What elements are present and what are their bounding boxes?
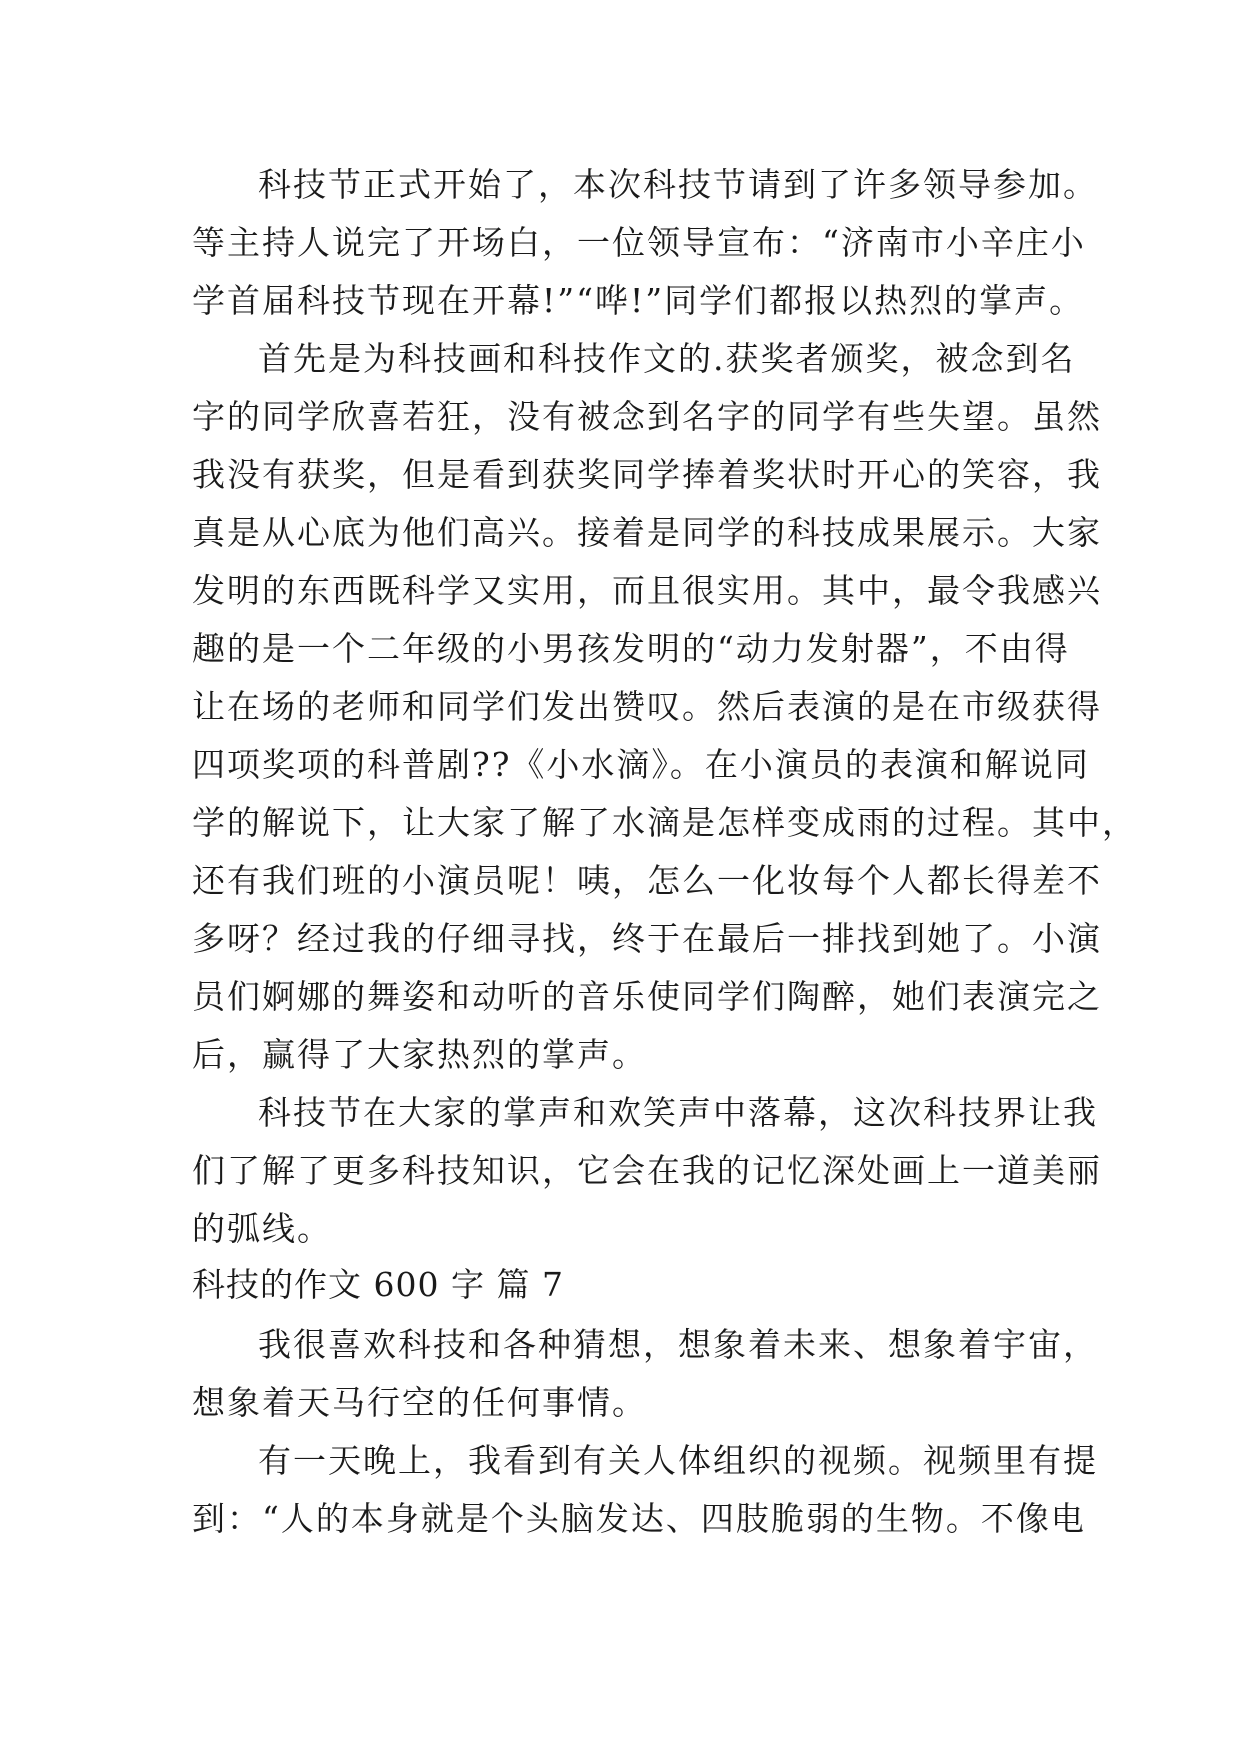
paragraph-line: 有一天晚上，我看到有关人体组织的视频。视频里有提 — [258, 1441, 1098, 1480]
paragraph-line: 的弧线。 — [192, 1209, 332, 1248]
paragraph-line: 我很喜欢科技和各种猜想，想象着未来、想象着宇宙， — [258, 1325, 1098, 1364]
paragraph-line: 我没有获奖，但是看到获奖同学捧着奖状时开心的笑容，我 — [192, 455, 1102, 494]
paragraph-line: 多呀？经过我的仔细寻找，终于在最后一排找到她了。小演 — [192, 919, 1102, 958]
paragraph-line: 们了解了更多科技知识，它会在我的记忆深处画上一道美丽 — [192, 1151, 1102, 1190]
paragraph-line: 学首届科技节现在开幕!”“哗!”同学们都报以热烈的掌声。 — [192, 281, 1085, 320]
paragraph-line: 真是从心底为他们高兴。接着是同学的科技成果展示。大家 — [192, 513, 1102, 552]
paragraph-line: 科技节正式开始了，本次科技节请到了许多领导参加。 — [258, 165, 1098, 204]
paragraph-line: 四项奖项的科普剧??《小水滴》。在小演员的表演和解说同 — [192, 745, 1090, 784]
paragraph-line: 还有我们班的小演员呢！咦，怎么一化妆每个人都长得差不 — [192, 861, 1102, 900]
paragraph-line: 员们婀娜的舞姿和动听的音乐使同学们陶醉，她们表演完之 — [192, 977, 1102, 1016]
paragraph-line: 学的解说下，让大家了解了水滴是怎样变成雨的过程。其中， — [192, 803, 1137, 842]
paragraph-line: 首先是为科技画和科技作文的.获奖者颁奖，被念到名 — [258, 339, 1076, 378]
paragraph-line: 趣的是一个二年级的小男孩发明的“动力发射器”，不由得 — [192, 629, 1070, 668]
section-heading: 科技的作文 600 字 篇 7 — [192, 1265, 564, 1304]
paragraph-line: 科技节在大家的掌声和欢笑声中落幕，这次科技界让我 — [258, 1093, 1098, 1132]
paragraph-line: 到：“人的本身就是个头脑发达、四肢脆弱的生物。不像电 — [192, 1499, 1086, 1538]
paragraph-line: 字的同学欣喜若狂，没有被念到名字的同学有些失望。虽然 — [192, 397, 1102, 436]
paragraph-line: 等主持人说完了开场白，一位领导宣布：“济南市小辛庄小 — [192, 223, 1086, 262]
paragraph-line: 后，赢得了大家热烈的掌声。 — [192, 1035, 647, 1074]
paragraph-line: 让在场的老师和同学们发出赞叹。然后表演的是在市级获得 — [192, 687, 1102, 726]
paragraph-line: 想象着天马行空的任何事情。 — [192, 1383, 647, 1422]
paragraph-line: 发明的东西既科学又实用，而且很实用。其中，最令我感兴 — [192, 571, 1102, 610]
